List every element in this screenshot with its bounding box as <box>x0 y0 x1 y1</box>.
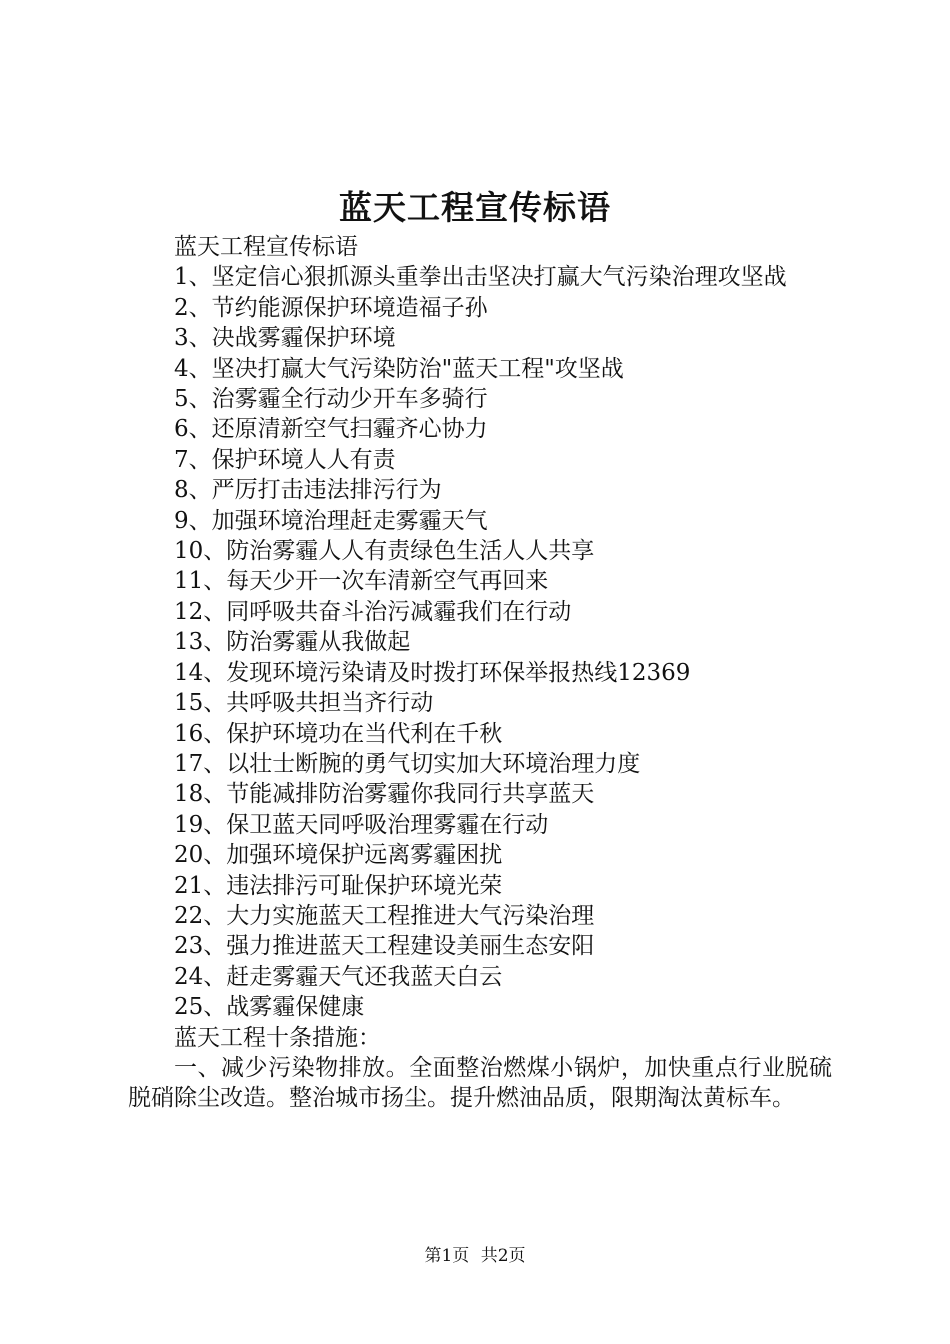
slogan-item: 23、强力推进蓝天工程建设美丽生态安阳 <box>174 933 595 960</box>
slogan-item: 11、每天少开一次车清新空气再回来 <box>174 568 549 595</box>
slogan-item: 2、节约能源保护环境造福子孙 <box>174 294 488 321</box>
slogan-item: 3、决战雾霾保护环境 <box>174 325 396 352</box>
page-footer <box>0 1244 950 1268</box>
slogan-item: 6、还原清新空气扫霾齐心协力 <box>174 416 488 443</box>
document-body <box>128 232 832 1114</box>
page-total: 共2页 <box>480 1246 526 1266</box>
slogan-item: 19、保卫蓝天同呼吸治理雾霾在行动 <box>174 811 549 838</box>
slogan-item: 25、战雾霾保健康 <box>174 994 365 1021</box>
slogan-item: 9、加强环境治理赶走雾霾天气 <box>174 507 488 534</box>
document-title: 蓝天工程宣传标语 <box>339 188 611 227</box>
slogan-item: 24、赶走雾霾天气还我蓝天白云 <box>174 963 503 990</box>
slogan-item: 16、保护环境功在当代利在千秋 <box>174 720 503 747</box>
slogan-item: 4、坚决打赢大气污染防治"蓝天工程"攻坚战 <box>174 355 624 382</box>
slogan-item: 14、发现环境污染请及时拨打环保举报热线12369 <box>174 659 691 686</box>
slogan-item: 18、节能减排防治雾霾你我同行共享蓝天 <box>174 781 595 808</box>
slogan-item: 13、防治雾霾从我做起 <box>174 629 411 656</box>
slogan-item: 20、加强环境保护远离雾霾困扰 <box>174 842 503 869</box>
slogan-item: 5、治雾霾全行动少开车多骑行 <box>174 386 488 413</box>
slogan-item: 17、以壮士断腕的勇气切实加大环境治理力度 <box>174 750 641 777</box>
slogan-item: 8、严厉打击违法排污行为 <box>174 477 442 504</box>
page-number: 第1页 <box>424 1246 470 1266</box>
slogan-item: 22、大力实施蓝天工程推进大气污染治理 <box>174 902 595 929</box>
paragraph: 蓝天工程宣传标语 <box>174 234 358 260</box>
section-heading: 蓝天工程十条措施： <box>174 1024 381 1051</box>
measure-paragraph: 一、减少污染物排放。全面整治燃煤小锅炉，加快重点行业脱硫脱硝除尘改造。整治城市扬尘。提升燃油品质，限期淘汰黄标车。 <box>128 1054 832 1112</box>
slogan-item: 21、违法排污可耻保护环境光荣 <box>174 872 503 899</box>
slogan-item: 1、坚定信心狠抓源头重拳出击坚决打赢大气污染治理攻坚战 <box>174 264 787 291</box>
slogan-item: 15、共呼吸共担当齐行动 <box>174 690 434 717</box>
slogan-item: 7、保护环境人人有责 <box>174 446 396 473</box>
slogan-item: 12、同呼吸共奋斗治污减霾我们在行动 <box>174 598 572 625</box>
slogan-item: 10、防治雾霾人人有责绿色生活人人共享 <box>174 538 595 565</box>
